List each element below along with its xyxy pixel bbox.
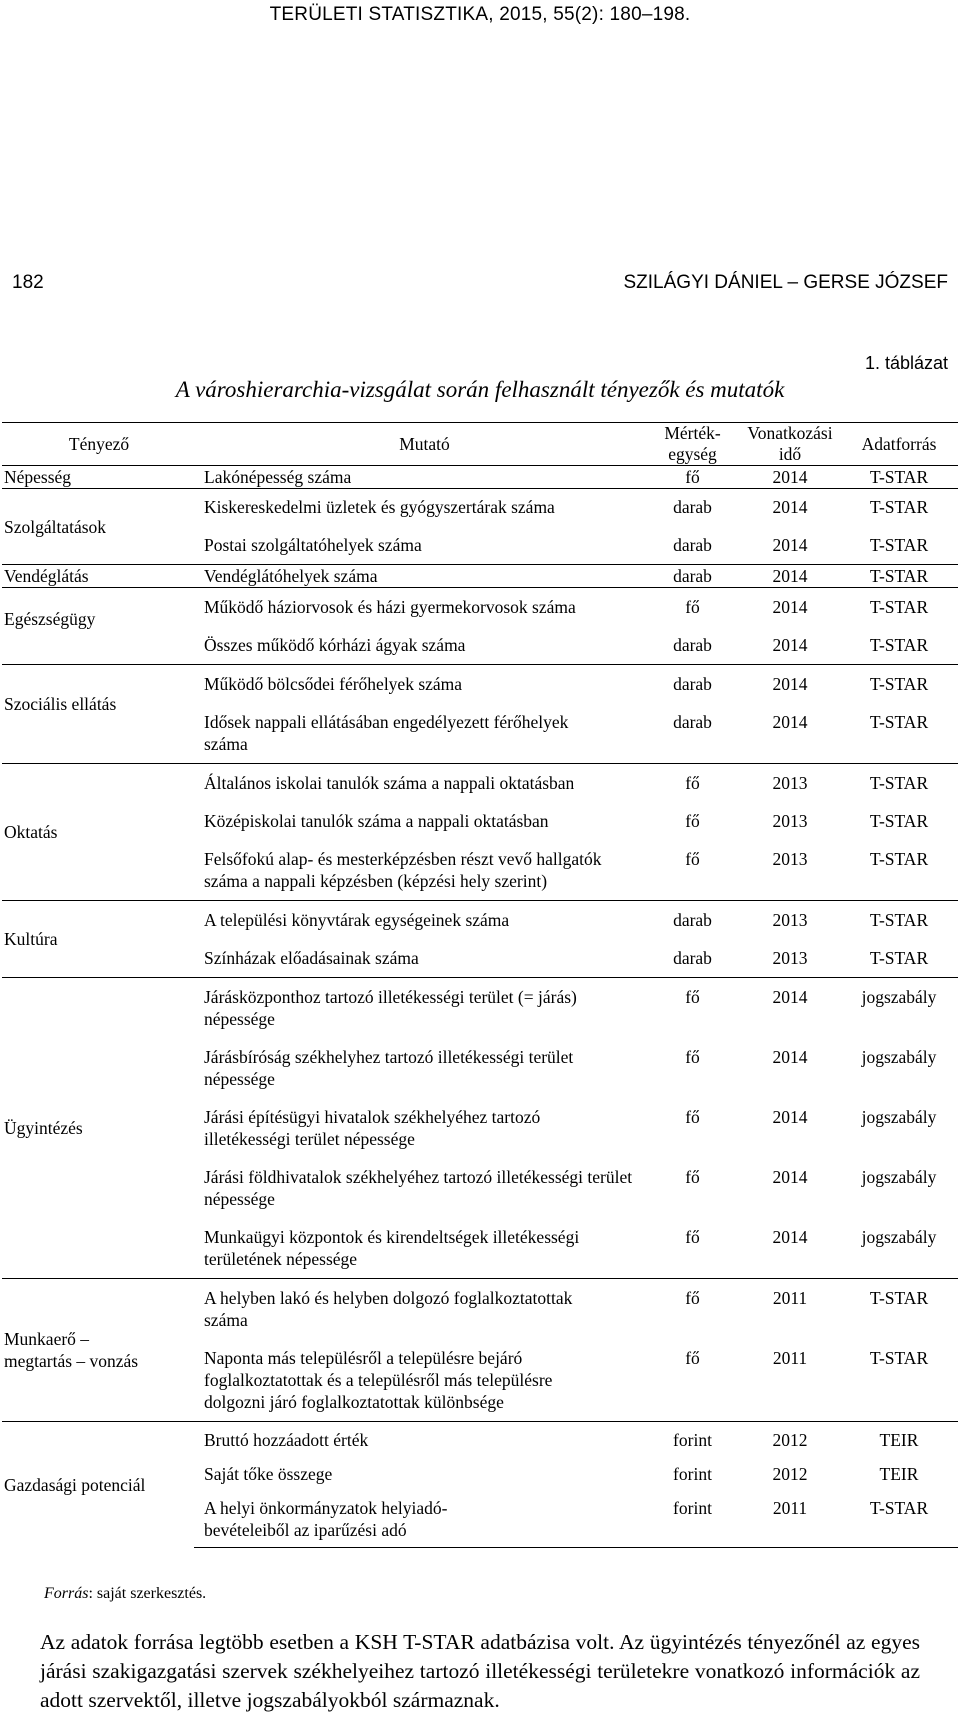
table-row (2, 978, 958, 1039)
indicator-cell: Működő háziorvosok és házi gyermekorvosok száma (194, 588, 645, 627)
table-label: 1. táblázat (864, 353, 948, 373)
source-cell: jogszabály (861, 1167, 937, 1187)
year-cell: 2011 (740, 1279, 840, 1340)
unit-cell: forint (673, 1464, 712, 1484)
indicator-cell: Összes működő kórházi ágyak száma (204, 635, 466, 655)
table-row (2, 489, 958, 527)
source-cell: T-STAR (840, 764, 958, 803)
group-label-szocialis: Szociális ellátás (2, 665, 194, 764)
source-cell: T-STAR (869, 1348, 929, 1368)
source-cell: jogszabály (840, 978, 958, 1039)
indicator-cell: Járásközponthoz tartozó illetékességi terület (= járás) népessége (194, 978, 645, 1039)
source-cell: T-STAR (840, 901, 958, 940)
unit-cell: forint (645, 1491, 740, 1548)
table-row (2, 466, 958, 489)
indicator-cell: Saját tőke összege (204, 1464, 333, 1484)
table-row (2, 1279, 958, 1340)
year-cell: 2014 (772, 535, 808, 555)
unit-cell: fő (685, 1227, 700, 1247)
indicator-cell: Idősek nappali ellátásában engedélyezett férőhelyek száma (204, 712, 569, 754)
source-cell: T-STAR (869, 467, 929, 487)
indicator-table (2, 422, 958, 1548)
indicator-cell: Bruttó hozzáadott érték (194, 1422, 645, 1458)
unit-cell: fő (685, 1167, 700, 1187)
source-cell: T-STAR (869, 948, 929, 968)
group-label-munkaero: Munkaerő – megtartás – vonzás (2, 1279, 194, 1422)
journal-header: TERÜLETI STATISZTIKA, 2015, 55(2): 180–198. (269, 4, 691, 25)
source-cell: jogszabály (861, 1047, 937, 1067)
unit-cell: fő (645, 978, 740, 1039)
year-cell: 2014 (772, 635, 808, 655)
indicator-cell: Általános iskolai tanulók száma a nappali oktatásban (194, 764, 645, 803)
group-label-nepesseg: Népesség (4, 467, 72, 487)
indicator-cell: Kiskereskedelmi üzletek és gyógyszertárak száma (194, 489, 645, 527)
unit-cell: fő (645, 1279, 740, 1340)
indicator-cell: Működő bölcsődei férőhelyek száma (194, 665, 645, 704)
group-label-ugyintezes: Ügyintézés (2, 978, 194, 1279)
year-cell: 2014 (772, 1107, 808, 1127)
source-cell: T-STAR (840, 665, 958, 704)
table-row (2, 764, 958, 803)
indicator-cell: Középiskolai tanulók száma a nappali oktatásban (204, 811, 549, 831)
year-cell: 2014 (740, 978, 840, 1039)
source-cell: jogszabály (861, 1107, 937, 1127)
source-cell: T-STAR (869, 811, 929, 831)
table-row (2, 665, 958, 704)
unit-cell: darab (673, 712, 712, 732)
column-header-indicator: Mutató (194, 423, 645, 466)
source-cell: T-STAR (840, 1491, 958, 1548)
authors: SZILÁGYI DÁNIEL – GERSE JÓZSEF (623, 272, 948, 293)
table-row (2, 588, 958, 627)
unit-cell: fő (685, 1348, 700, 1368)
indicator-cell: Színházak előadásainak száma (204, 948, 419, 968)
year-cell: 2014 (772, 467, 808, 487)
indicator-cell: Járási földhivatalok székhelyéhez tartozó illetékességi terület népessége (204, 1167, 633, 1209)
year-cell: 2011 (772, 1348, 808, 1368)
unit-cell: fő (645, 764, 740, 803)
source-cell: T-STAR (869, 849, 929, 869)
unit-cell: darab (645, 565, 740, 588)
indicator-cell: Postai szolgáltatóhelyek száma (204, 535, 422, 555)
group-label-egeszsegugy: Egészségügy (2, 588, 194, 665)
year-cell: 2012 (772, 1464, 808, 1484)
unit-cell: darab (645, 489, 740, 527)
unit-cell: fő (685, 849, 700, 869)
indicator-cell: A helyben lakó és helyben dolgozó foglalkoztatottak száma (194, 1279, 645, 1340)
source-cell: T-STAR (840, 565, 958, 588)
year-cell: 2014 (740, 489, 840, 527)
year-cell: 2014 (772, 1227, 808, 1247)
year-cell: 2014 (772, 712, 808, 732)
unit-cell: fő (685, 467, 700, 487)
source-note (44, 1585, 206, 1603)
table-header-row (2, 423, 958, 466)
year-cell: 2014 (740, 588, 840, 627)
source-note-text: : saját szerkesztés. (88, 1585, 207, 1602)
unit-cell: fő (685, 1047, 700, 1067)
year-cell: 2013 (772, 811, 808, 831)
source-cell: T-STAR (869, 535, 929, 555)
source-cell: T-STAR (840, 1279, 958, 1340)
table-title: A városhierarchia-vizsgálat során felhasznált tényezők és mutatók (175, 377, 785, 402)
group-label-oktatas: Oktatás (2, 764, 194, 901)
unit-cell: forint (645, 1422, 740, 1458)
column-header-unit: Mérték-egység (645, 423, 740, 466)
source-cell: TEIR (879, 1464, 919, 1484)
year-cell: 2013 (772, 948, 808, 968)
indicator-cell: Járásbíróság székhelyhez tartozó illetékességi terület népessége (204, 1047, 574, 1089)
unit-cell: darab (673, 535, 712, 555)
year-cell: 2011 (740, 1491, 840, 1548)
indicator-cell: Járási építésügyi hivatalok székhelyéhez tartozó illetékességi terület népessége (204, 1107, 541, 1149)
table-row (2, 901, 958, 940)
column-header-reftime: Vonatkozási idő (740, 423, 840, 466)
year-cell: 2014 (740, 665, 840, 704)
indicator-cell: Vendéglátóhelyek száma (194, 565, 645, 588)
group-label-szolgaltatasok: Szolgáltatások (2, 489, 194, 565)
source-cell: TEIR (840, 1422, 958, 1458)
source-cell: T-STAR (840, 489, 958, 527)
group-label-vendeglatas: Vendéglátás (2, 565, 194, 588)
indicator-cell: A települési könyvtárak egységeinek száma (194, 901, 645, 940)
page-number: 182 (12, 272, 44, 293)
unit-cell: fő (645, 588, 740, 627)
indicator-cell: Munkaügyi központok és kirendeltségek illetékességi területének népessége (204, 1227, 580, 1269)
body-paragraph: Az adatok forrása legtöbb esetben a KSH T-STAR adatbázisa volt. Az ügyintézés tényezőnél az egyes járási szakigazgatási szervek székhelyeihez tartozó illetékességi területekre vonatkozó információk az adott szervektől, illetve jogszabályokból származnak. (40, 1630, 920, 1712)
indicator-cell: A helyi önkormányzatok helyiadó-bevételeiből az iparűzési adó (194, 1491, 645, 1548)
unit-cell: fő (685, 811, 700, 831)
year-cell: 2014 (772, 1167, 808, 1187)
column-header-source: Adatforrás (840, 423, 958, 466)
unit-cell: darab (673, 948, 712, 968)
year-cell: 2013 (772, 849, 808, 869)
group-label-kultura: Kultúra (2, 901, 194, 978)
source-cell: T-STAR (869, 712, 929, 732)
source-cell: T-STAR (869, 635, 929, 655)
indicator-cell: Felsőfokú alap- és mesterképzésben részt vevő hallgatók száma a nappali képzésben (képzési hely szerint) (204, 849, 602, 891)
year-cell: 2013 (740, 901, 840, 940)
table-row (2, 565, 958, 588)
table-row (2, 1422, 958, 1458)
indicator-cell: Lakónépesség száma (204, 467, 352, 487)
unit-cell: fő (685, 1107, 700, 1127)
group-label-gazdasagi: Gazdasági potenciál (2, 1422, 194, 1548)
year-cell: 2013 (740, 764, 840, 803)
unit-cell: darab (645, 901, 740, 940)
source-cell: jogszabály (861, 1227, 937, 1247)
source-cell: T-STAR (840, 588, 958, 627)
unit-cell: darab (645, 665, 740, 704)
unit-cell: darab (673, 635, 712, 655)
year-cell: 2014 (772, 1047, 808, 1067)
year-cell: 2012 (740, 1422, 840, 1458)
indicator-cell: Naponta más településről a településre bejáró foglalkoztatottak és a településről más településre dolgozni járó foglalkoztatottak különbsége (204, 1348, 553, 1412)
year-cell: 2014 (740, 565, 840, 588)
source-note-label: Forrás (44, 1585, 89, 1602)
column-header-factor: Tényező (2, 423, 194, 466)
